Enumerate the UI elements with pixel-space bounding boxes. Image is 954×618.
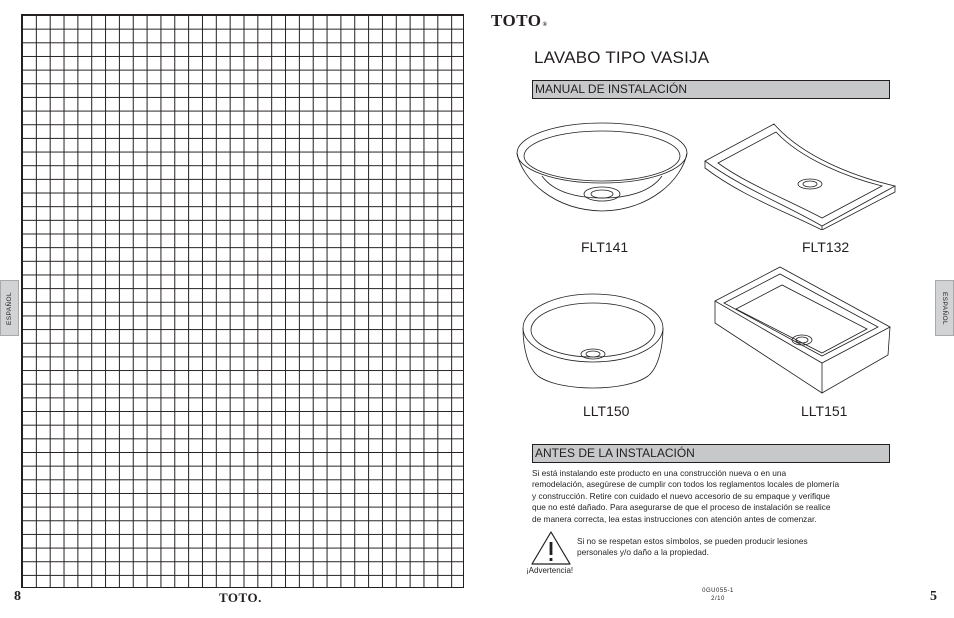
curved-rectangular-sink-icon <box>702 118 898 230</box>
warning-message <box>577 536 877 559</box>
product-label-llt150: LLT150 <box>583 403 630 419</box>
page-number-left: 8 <box>14 589 21 604</box>
warning-caption: ¡Advertencia! <box>526 566 574 575</box>
document-code <box>697 587 739 603</box>
document-date: 2/10 <box>711 596 725 602</box>
product-label-flt132: FLT132 <box>802 239 850 255</box>
paragraph-line: de manera correcta, lea estas instrucciones con atención antes de comenzar. <box>532 513 817 524</box>
page-number-right: 5 <box>930 589 937 604</box>
brand-logo-text: TOTO <box>491 11 542 30</box>
brand-logo <box>491 11 548 31</box>
warning-line: Si no se respetan estos símbolos, se pueden producir lesiones <box>577 536 808 546</box>
page-title: LAVABO TIPO VASIJA <box>534 48 710 67</box>
language-tab-label: ESPAÑOL <box>6 291 13 325</box>
language-tab-left <box>0 280 19 336</box>
language-tab-label: ESPAÑOL <box>941 291 948 325</box>
intro-paragraph <box>532 468 892 525</box>
round-vessel-sink-icon <box>514 118 690 218</box>
footer-logo: TOTO. <box>219 590 262 605</box>
paragraph-line: y construcción. Retire con cuidado el nuevo accesorio de su empaque y verifique <box>532 490 830 501</box>
warning-triangle-icon <box>530 530 572 566</box>
product-label-llt151: LLT151 <box>801 403 848 419</box>
paragraph-line: que no esté dañado. Para asegurarse de que el proceso de instalación se realice <box>532 502 831 513</box>
section-header-before-installation: ANTES DE LA INSTALACIÓN <box>532 444 890 463</box>
paragraph-line: remodelación, asegúrese de cumplir con todos los reglamentos locales de plomería <box>532 479 840 490</box>
round-tapered-vessel-sink-icon <box>520 288 666 394</box>
language-tab-right <box>935 280 954 336</box>
paragraph-line: Si está instalando este producto en una construcción nueva o en una <box>532 468 787 478</box>
product-label-flt141: FLT141 <box>581 239 629 255</box>
document-number: 0GU055-1 <box>702 588 734 594</box>
warning-line: personales y/o daño a la propiedad. <box>577 547 709 558</box>
rectangular-vessel-sink-icon <box>712 265 892 395</box>
registered-mark: ® <box>542 22 548 28</box>
section-header-installation-manual: MANUAL DE INSTALACIÓN <box>532 80 890 99</box>
graph-paper-grid <box>21 14 464 588</box>
